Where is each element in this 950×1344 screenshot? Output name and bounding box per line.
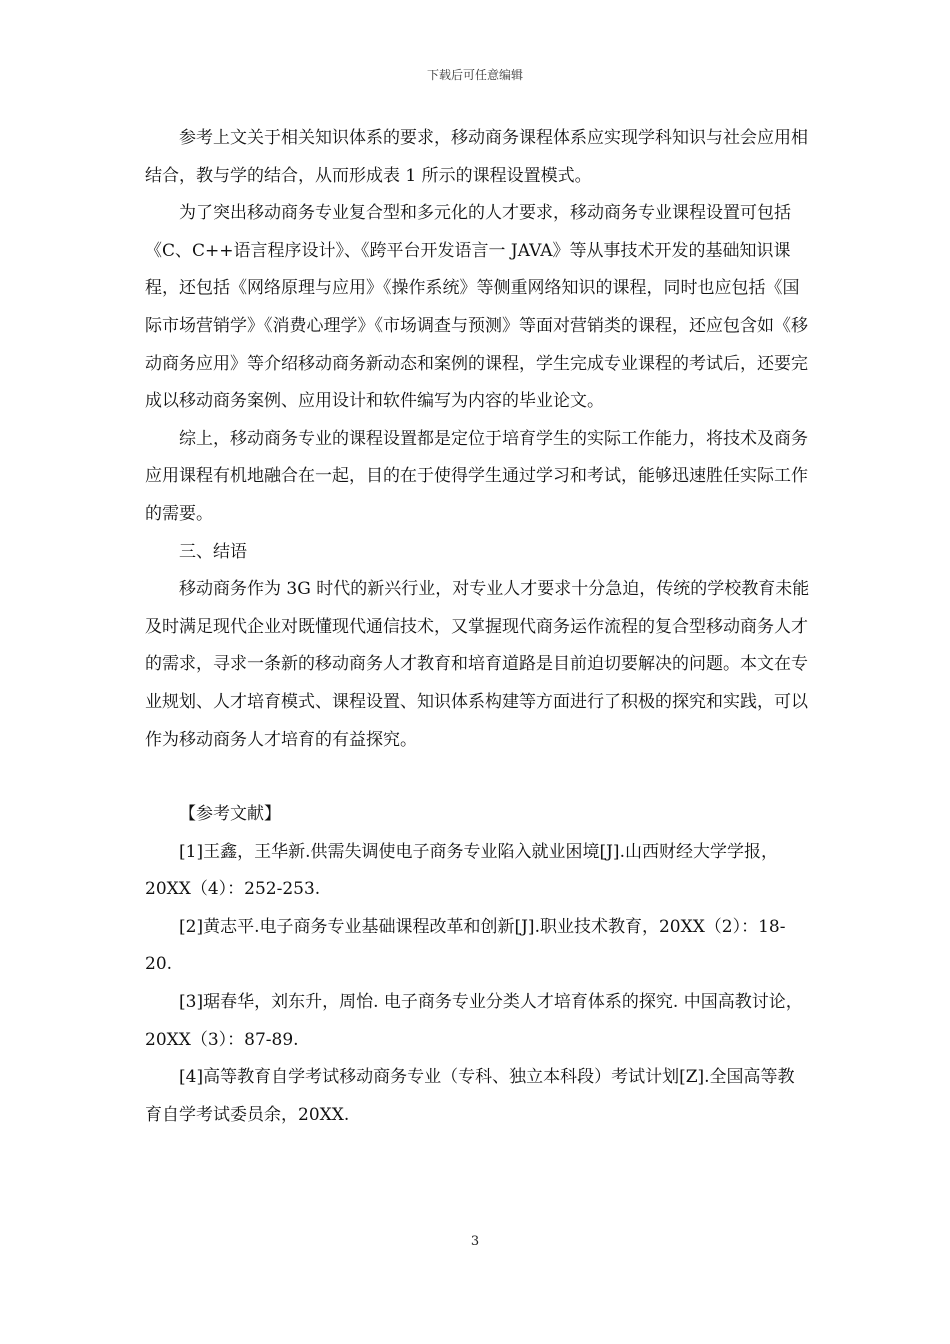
- page-header-note: 下载后可任意编辑: [426, 68, 523, 82]
- reference-item: [3]琚春华，刘东升，周怡. 电子商务专业分类人才培育体系的探究. 中国高教讨论，20XX（3）：87-89.: [145, 992, 803, 1050]
- reference-item: [1]王鑫，王华新.供需失调使电子商务专业陷入就业困境[J].山西财经大学学报，20XX（4）：252-253.: [145, 841, 778, 900]
- paragraph-summary: 综上，移动商务专业的课程设置都是定位于培育学生的实际工作能力，将技术及商务应用课程有机地融合在一起，目的在于使得学生通过学习和考试，能够迅速胜任实际工作的需要。: [145, 428, 808, 524]
- reference-item: [4]高等教育自学考试移动商务专业（专科、独立本科段）考试计划[Z].全国高等教育自学考试委员余，20XX.: [145, 1067, 795, 1125]
- paragraph-conclusion: 移动商务作为 3G 时代的新兴行业，对专业人才要求十分急迫，传统的学校教育未能及时满足现代企业对既懂现代通信技术，又掌握现代商务运作流程的复合型移动商务人才的需求，寻求一条新的移动商务人才教育和培育道路是目前迫切要解决的问题。本文在专业规划、人才培育模式、课程设置、知识体系构建等方面进行了积极的探究和实践，可以作为移动商务人才培育的有益探究。: [145, 579, 810, 750]
- section-heading-conclusion: 三、结语: [179, 541, 247, 562]
- page-number: 3: [470, 1234, 480, 1249]
- paragraph-curriculum-intro: 参考上文关于相关知识体系的要求，移动商务课程体系应实现学科知识与社会应用相结合，教与学的结合，从而形成表 1 所示的课程设置模式。: [145, 128, 808, 186]
- references-title: 【参考文献】: [179, 804, 281, 825]
- reference-item: [2]黄志平.电子商务专业基础课程改革和创新[J].职业技术教育，20XX（2）：18-20.: [145, 916, 786, 975]
- document-body: [145, 120, 810, 1134]
- paragraph-course-list: 为了突出移动商务专业复合型和多元化的人才要求，移动商务专业课程设置可包括《C、C++语言程序设计》、《跨平台开发语言一 JAVA》等从事技术开发的基础知识课程，还包括《网络原理与应用》《操作系统》等侧重网络知识的课程，同时也应包括《国际市场营销学》《消费心理学》《市场调查与预测》等面对营销类的课程，还应包含如《移动商务应用》等介绍移动商务新动态和案例的课程，学生完成专业课程的考试后，还要完成以移动商务案例、应用设计和软件编写为内容的毕业论文。: [145, 203, 808, 412]
